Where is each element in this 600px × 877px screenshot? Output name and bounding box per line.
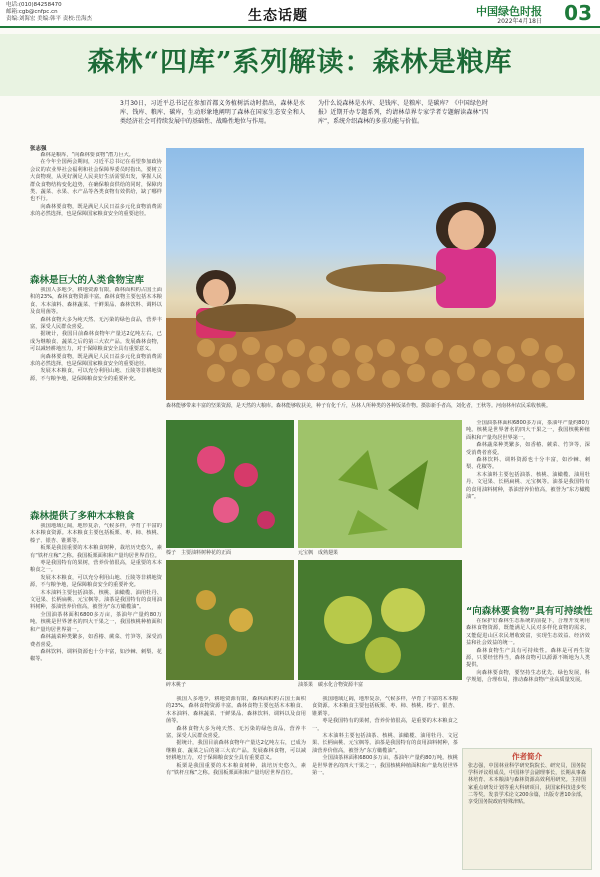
photo-tree-fruits	[166, 560, 294, 680]
article-column-1b: 我国人多地少，耕地资源有限，森林面积约占国土面积的23%，森林食物资源丰富。森林食物主要包括木本粮食、木本油料、森林蔬菜、干鲜果品、森林饮料、调料以及食用菌等。 森林食物大多为纯天然、无污染的绿色食品，营养丰富，深受人民群众喜爱。 据统计，我国目前森林食物年产量达2亿吨左右，已成为继粮食、蔬菜之后的第三大农产品。发展森林食物，可以减轻耕地压力，对于保障粮食安全具有重要意义。 向森林要食物，既是满足人民日益多元化食物消费需求的必然选择，也是保障国家粮食安全的重要途径。 发展木本粮食，可以充分利用山地、丘陵等非耕地资源，不与粮争地，是保障粮食安全的重要补充。	[30, 287, 162, 382]
issue-date: 2022年4月18日	[497, 18, 542, 25]
caption-winged-seeds: 元宝枫 成熟翅果	[298, 550, 339, 556]
photo-flowers	[166, 420, 294, 548]
newspaper-logo: 中国绿色时报	[476, 5, 542, 18]
flower-illustration	[166, 420, 294, 548]
subhead-2: 森林提供了多种木本粮食	[30, 511, 135, 522]
subhead-1: 森林是巨大的人类食物宝库	[30, 275, 145, 286]
tree-fruit-illustration	[166, 560, 294, 680]
article-column-3: 我国地域辽阔，地形复杂，气候多样，孕育了丰富的木本粮食资源。木本粮食主要包括板栗、枣、柿、核桃、榛子、银杏、锥栗等。 枣是我国特有的果树，营养价值很高，是重要的木本粮食之一。 木本油料主要包括油茶、核桃、油橄榄、油用牡丹、文冠果、长柄扁桃、元宝枫等。油茶是我国特有的食用油料树种，茶油营养价值高，被誉为“东方橄榄油”。 全国油茶林面积6800多万亩，茶油年产量约80万吨。核桃是世界著名的四大干果之一，我国核桃种植面积和产量均居世界第一。	[312, 696, 458, 777]
section-title: 生态话题	[248, 8, 308, 24]
walnut-harvest-illustration	[166, 148, 584, 400]
oil-tea-illustration	[298, 560, 462, 680]
article-column-4: 全国油茶林面积6800多万亩，茶油年产量约80万吨。核桃是世界著名的四大干果之一，我国核桃种植面积和产量均居世界第一。 森林蔬菜种类繁多，如香椿、蕨菜、竹笋等，深受消费者喜爱。 森林饮料、调料资源也十分丰富，如沙棘、刺梨、花椒等。 木本油料主要包括油茶、核桃、油橄榄、油用牡丹、文冠果、长柄扁桃、元宝枫等。油茶是我国特有的食用油料树种，茶油营养价值高，被誉为“东方橄榄油”。	[466, 420, 590, 501]
winged-seed-illustration	[298, 420, 462, 548]
article-column-2: 我国人多地少，耕地资源有限，森林面积约占国土面积的23%，森林食物资源丰富。森林食物主要包括木本粮食、木本油料、森林蔬菜、干鲜果品、森林饮料、调料以及食用菌等。 森林食物大多为纯天然、无污染的绿色食品，营养丰富，深受人民群众喜爱。 据统计，我国目前森林食物年产量达2亿吨左右，已成为继粮食、蔬菜之后的第三大农产品。发展森林食物，可以减轻耕地压力，对于保障粮食安全具有重要意义。 板栗是我国重要的木本粮食树种，栽培历史悠久，素有“铁杆庄稼”之称。我国板栗面积和产量均居世界首位。	[166, 696, 306, 777]
page-header	[0, 0, 600, 28]
author-profile-text: 张志强，中国林业科学研究院院长、研究员，国务院学科评议组成员，中国林学会副理事长，长期从事森林培育、木本粮油与森林资源高效利用研究。主持国家重点研发计划等重大科研项目，获国家科技进步奖二等奖。发表学术论文200余篇，出版专著10余部，享受国务院政府特殊津贴。	[468, 763, 586, 806]
main-headline: 森林“四库”系列解读：森林是粮库	[87, 47, 513, 78]
main-photo-walnut-harvest	[166, 148, 584, 400]
header-phone: 电话:(010)84258470	[6, 2, 62, 8]
article-column-1: 森林是粮库，“向森林要食物”潜力巨大。 在今年全国两会期间，习近平总书记在看望参加政协会议的农业界社会福利和社会保障界委员时指出，要树立大食物观，从更好满足人民美好生活需要出发，掌握人民群众食物结构变化趋势，在确保粮食供给的同时，保障肉类、蔬菜、水果、水产品等各类食物有效供给，缺了哪样也不行。 向森林要食物，既是满足人民日益多元化食物消费需求的必然选择，也是保障国家粮食安全的重要途径。	[30, 152, 162, 218]
header-email: 邮箱:cgb@cnfpc.cn	[6, 9, 58, 15]
article-column-1c: 我国地域辽阔，地形复杂，气候多样，孕育了丰富的木本粮食资源。木本粮食主要包括板栗、枣、柿、核桃、榛子、银杏、锥栗等。 板栗是我国重要的木本粮食树种，栽培历史悠久，素有“铁杆庄稼”之称。我国板栗面积和产量均居世界首位。 枣是我国特有的果树，营养价值很高，是重要的木本粮食之一。 发展木本粮食，可以充分利用山地、丘陵等非耕地资源，不与粮争地，是保障粮食安全的重要补充。 木本油料主要包括油茶、核桃、油橄榄、油用牡丹、文冠果、长柄扁桃、元宝枫等。油茶是我国特有的食用油料树种，茶油营养价值高，被誉为“东方橄榄油”。 全国油茶林面积6800多万亩，茶油年产量约80万吨。核桃是世界著名的四大干果之一，我国核桃种植面积和产量均居世界第一。 森林蔬菜种类繁多，如香椿、蕨菜、竹笋等，深受消费者喜爱。 森林饮料、调料资源也十分丰富，如沙棘、刺梨、花椒等。	[30, 523, 162, 663]
author-byline: 张志强	[30, 146, 47, 152]
author-profile-title: 作者简介	[512, 752, 542, 761]
article-column-5: 在保护好森林生态系统的前提下，合理开发利用森林食物资源，既能满足人民对多样化食物的需求，又能促进山区农民增收致富，实现生态效益、经济效益和社会效益的统一。 森林食物生产具有可持续性。森林是可再生资源，只要经营得当，森林食物可以源源不断地为人类提供。 向森林要食物，要坚持生态优先、绿色发展，科学规划，合理布局，推动森林食物产业高质量发展。	[466, 618, 590, 684]
page-number: 03	[564, 1, 592, 25]
caption-oil-tea: 油茶果 碳水化合物资源丰富	[298, 682, 364, 688]
caption-tree-fruits: 碎木桃子	[166, 682, 187, 688]
photo-oil-tea	[298, 560, 462, 680]
intro-left: 3月30日，习近平总书记在参加首都义务植树活动时指出，森林是水库、钱库、粮库、碳库，生动形象地阐明了森林在国家生态安全和人类经济社会可持续发展中的基础性、战略性地位与作用。	[120, 100, 305, 125]
main-photo-caption: 森林能够带来丰富的坚果资源，是天然的大粮库。森林能够收获美，种子有化千斤，丛林人所种类的各种饭菜作物。摄影新手者高，刘化者，王秋等。河南林州农民采收核桃。	[166, 403, 552, 409]
subhead-3: “向森林要食物”具有可持续性	[466, 606, 593, 617]
author-profile-box	[462, 748, 592, 870]
header-editor: 责编:刘海宏 美编:韩平 责校:岳海杰	[6, 16, 93, 22]
intro-right: 为什么说森林是水库、是钱库、是粮库、是碳库？《中国绿色时报》近期开办专题系列，约请林草界专家学者专题解读森林“四库”，系统介绍森林的多重功能与价值。	[318, 100, 488, 125]
photo-winged-seeds	[298, 420, 462, 548]
caption-flowers: 榛子 主要油料树种花的正面	[166, 550, 232, 556]
